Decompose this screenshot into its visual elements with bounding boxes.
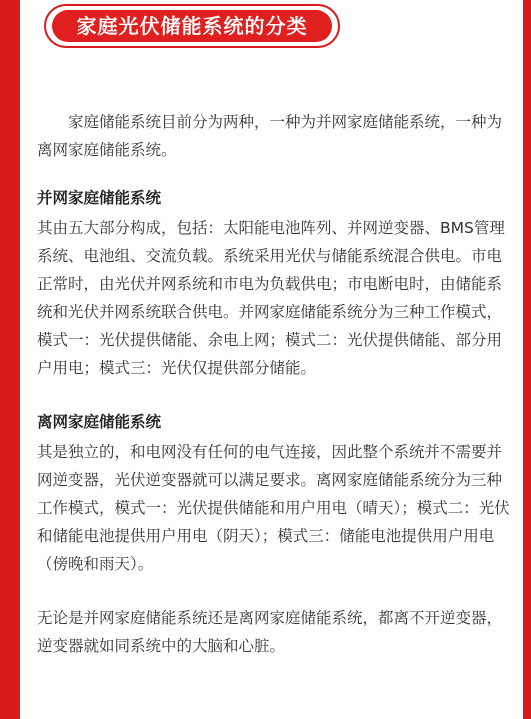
- title-badge: [44, 4, 340, 48]
- intro-paragraph: 家庭储能系统目前分为两种，一种为并网家庭储能系统，一种为离网家庭储能系统。: [37, 113, 503, 159]
- section-body: 其由五大部分构成，包括：太阳能电池阵列、并网逆变器、BMS管理系统、电池组、交流负载。系统采用光伏与储能系统混合供电。市电正常时，由光伏并网系统和市电为负载供电；市电断电时，由储能系统和光伏并网系统联合供电。并网家庭储能系统分为三种工作模式，模式一：光伏提供储能、余电上网；模式二：光伏提供储能、部分用户用电；模式三：光伏仅提供部分储能。: [37, 219, 505, 377]
- section-off-grid: [37, 408, 511, 578]
- section-heading: 离网家庭储能系统: [37, 413, 162, 431]
- section-grid-tied: [37, 184, 511, 382]
- section-heading: 并网家庭储能系统: [37, 189, 162, 207]
- left-accent-bar: [0, 0, 20, 719]
- right-accent-bar: [523, 0, 531, 719]
- summary-paragraph: 无论是并网家庭储能系统还是离网家庭储能系统，都离不开逆变器，逆变器就如同系统中的大脑和心脏。: [37, 609, 503, 655]
- article-content: [37, 108, 511, 660]
- section-body: 其是独立的，和电网没有任何的电气连接，因此整个系统并不需要并网逆变器，光伏逆变器就可以满足要求。离网家庭储能系统分为三种工作模式，模式一：光伏提供储能和用户用电（晴天）；模式二：光伏和储能电池提供用户用电（阴天）；模式三：储能电池提供用户用电（傍晚和雨天）。: [37, 443, 510, 573]
- page-title: 家庭光伏储能系统的分类: [52, 10, 332, 42]
